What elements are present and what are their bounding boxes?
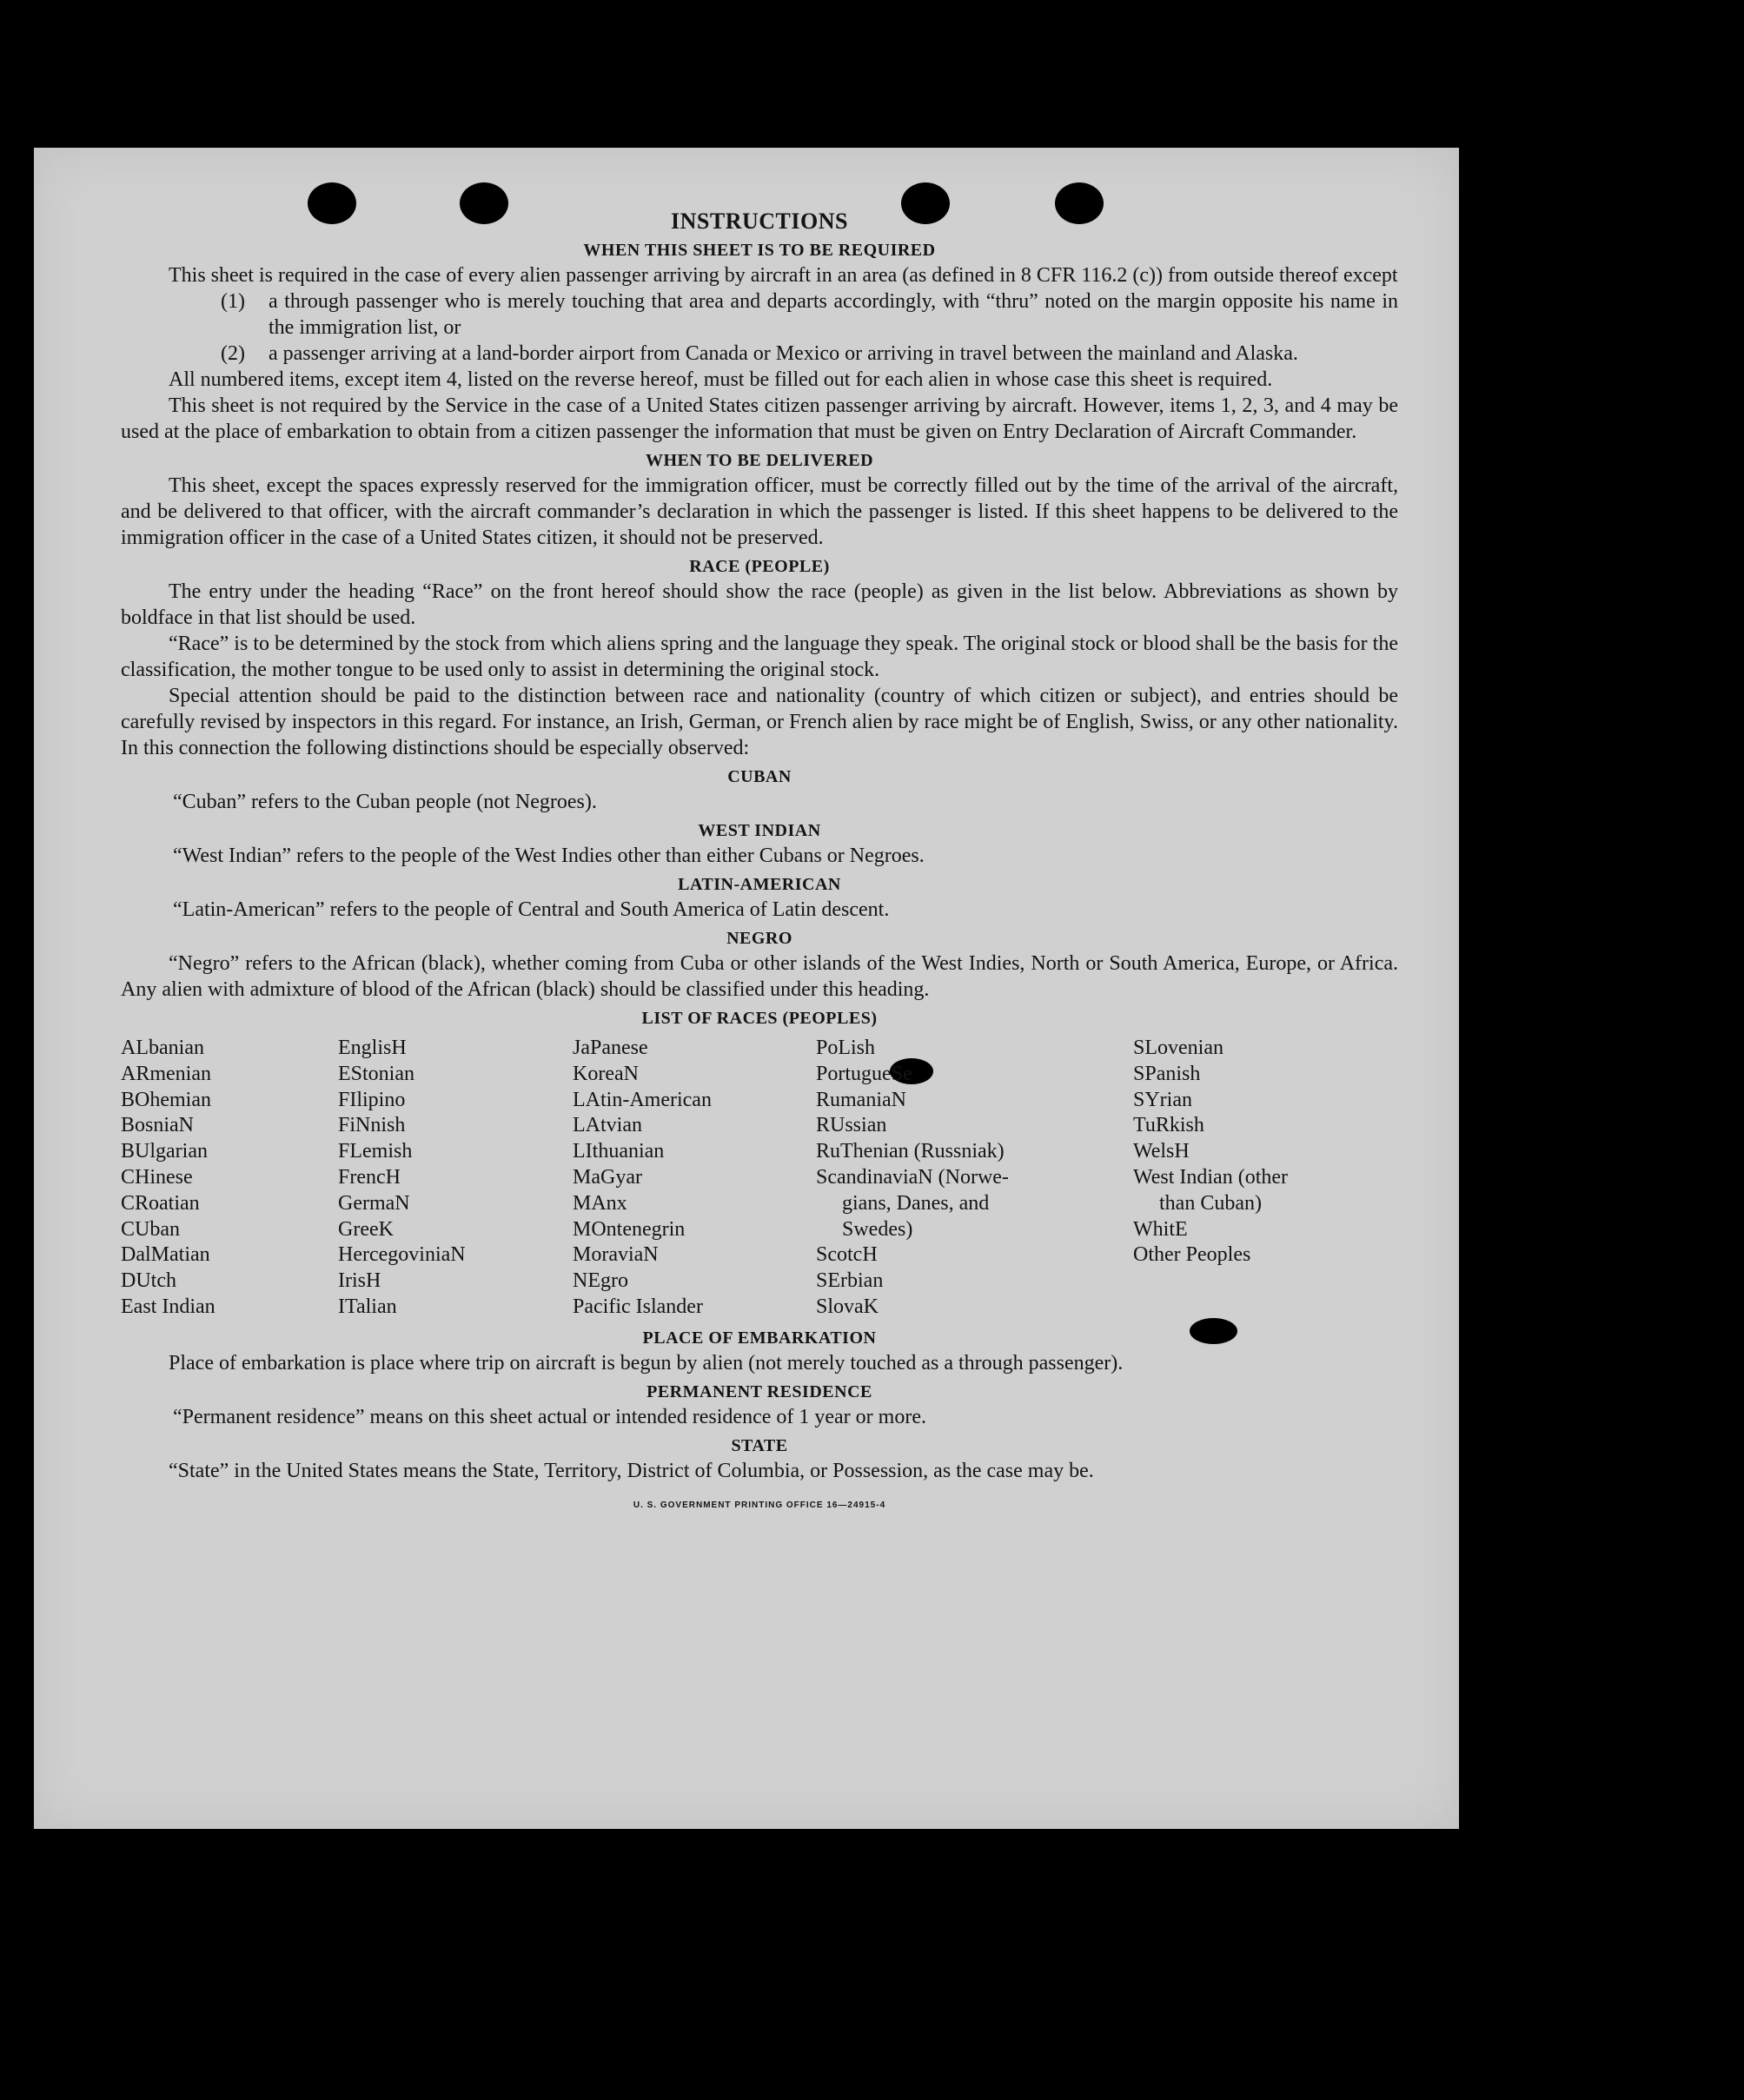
paragraph: This sheet is not required by the Service in the case of a United States citizen passenger arriving by aircraft. However, items 1, 2, 3, and 4 may be used at the place of embarkation to obtain from a citizen passenger the information that must be given on Entry Declaration of Aircraft Commander. [121, 394, 1398, 443]
race-item: MaGyar [573, 1165, 642, 1189]
race-item: GermaN [338, 1191, 410, 1215]
race-item: MOntenegrin [573, 1217, 686, 1241]
race-item: RumaniaN [816, 1088, 906, 1111]
race-item: ITalian [338, 1295, 397, 1318]
race-item: KoreaN [573, 1062, 639, 1085]
printing-office-footer: U. S. GOVERNMENT PRINTING OFFICE 16—24915-4 [633, 1500, 886, 1510]
page-title: INSTRUCTIONS [671, 209, 848, 234]
race-item: EnglisH [338, 1037, 407, 1059]
race-item-continued: gians, Danes, and [842, 1191, 990, 1215]
race-item: ScandinaviaN (Norwe- [816, 1165, 1009, 1189]
race-item: RUssian [816, 1114, 887, 1137]
definition: Place of embarkation is place where trip on aircraft is begun by alien (not merely touched as a through passenger). [169, 1352, 1124, 1375]
definition: “State” in the United States means the State, Territory, District of Columbia, or Possession, as the case may be. [169, 1460, 1094, 1482]
race-item: DUtch [121, 1269, 176, 1293]
race-item: ARmenian [121, 1062, 211, 1085]
race-item: LIthuanian [573, 1140, 665, 1163]
item-number: (2) [221, 342, 245, 365]
race-item-continued: Swedes) [842, 1217, 913, 1241]
race-item: JaPanese [573, 1037, 648, 1059]
race-item: SLovenian [1133, 1037, 1223, 1059]
race-item-continued: than Cuban) [1159, 1191, 1262, 1215]
race-item: Other Peoples [1133, 1243, 1251, 1267]
race-item: PortugueSe [816, 1062, 912, 1085]
item-number: (1) [221, 290, 245, 313]
heading-race: RACE (PEOPLE) [689, 557, 830, 576]
races-column [573, 1036, 712, 1321]
paragraph: Special attention should be paid to the distinction between race and nationality (country of which citizen or subject), and entries should be carefully revised by inspectors in this regard. For instance, an Irish, German, or French alien by race might be of English, Swiss, or any other nationality. In this connection the following distinctions should be especially observed: [121, 685, 1398, 759]
paragraph: All numbered items, except item 4, listed on the reverse hereof, must be filled out for each alien in whose case this sheet is required. [169, 368, 1273, 391]
race-item: LAtin-American [573, 1088, 712, 1111]
race-item: BUlgarian [121, 1140, 208, 1163]
race-item: WhitE [1133, 1217, 1188, 1241]
heading-negro: NEGRO [726, 929, 792, 948]
race-item: Pacific Islander [573, 1295, 703, 1318]
races-column [1133, 1036, 1288, 1269]
numbered-item [121, 288, 1398, 341]
race-item: LAtvian [573, 1114, 642, 1137]
race-item: ScotcH [816, 1243, 878, 1267]
race-item: NEgro [573, 1269, 628, 1293]
race-item: IrisH [338, 1269, 381, 1293]
heading-west-indian: WEST INDIAN [698, 821, 821, 840]
race-item: West Indian (other [1133, 1165, 1289, 1189]
races-column [121, 1036, 216, 1321]
definition: “Permanent residence” means on this sheet actual or intended residence of 1 year or more. [173, 1406, 926, 1428]
races-list [121, 1036, 1398, 1322]
definition: “West Indian” refers to the people of the West Indies other than either Cubans or Negroes. [173, 845, 925, 867]
races-column [816, 1036, 1009, 1321]
numbered-item [121, 341, 1398, 367]
race-item: CUban [121, 1217, 180, 1241]
item-text: a through passenger who is merely touching that area and departs accordingly, with “thru” noted on the margin opposite his name in the immigration list, or [269, 290, 1398, 339]
race-item: FIlipino [338, 1088, 406, 1111]
heading-permanent-residence: PERMANENT RESIDENCE [647, 1382, 872, 1401]
heading-when-delivered: WHEN TO BE DELIVERED [645, 451, 874, 470]
heading-when-required: WHEN THIS SHEET IS TO BE REQUIRED [583, 241, 936, 260]
definition: “Negro” refers to the African (black), whether coming from Cuba or other islands of the West Indies, North or South America, Europe, or Africa. Any alien with admixture of blood of the African (black) should be classified under this heading. [121, 952, 1398, 1001]
paragraph: This sheet, except the spaces expressly reserved for the immigration officer, must be correctly filled out by the time of the arrival of the aircraft, and be delivered to that officer, with the aircraft commander’s declaration in which the passenger is listed. If this sheet happens to be delivered to the immigration officer in the case of a United States citizen, it should not be preserved. [121, 474, 1398, 549]
heading-cuban: CUBAN [727, 767, 792, 786]
paragraph: “Race” is to be determined by the stock from which aliens spring and the language they speak. The original stock or blood shall be the basis for the classification, the mother tongue to be used only to assist in determining the original stock. [121, 633, 1398, 681]
race-item: EStonian [338, 1062, 414, 1085]
race-item: HercegoviniaN [338, 1243, 466, 1267]
race-item: RuThenian (Russniak) [816, 1140, 1005, 1163]
race-item: MAnx [573, 1191, 627, 1215]
paragraph: The entry under the heading “Race” on the front hereof should show the race (people) as given in the list below. Abbreviations as shown by boldface in that list should be used. [121, 580, 1398, 629]
race-item: ALbanian [121, 1037, 204, 1059]
race-item: CHinese [121, 1165, 193, 1189]
race-item: WelsH [1133, 1140, 1190, 1163]
race-item: GreeK [338, 1217, 394, 1241]
form-sheet [34, 148, 1459, 1829]
definition: “Latin-American” refers to the people of Central and South America of Latin descent. [173, 898, 890, 921]
race-item: BOhemian [121, 1088, 211, 1111]
paragraph: This sheet is required in the case of every alien passenger arriving by aircraft in an area (as defined in 8 CFR 116.2 (c)) from outside thereof except [169, 264, 1398, 287]
heading-latin-american: LATIN-AMERICAN [678, 875, 841, 894]
race-item: FiNnish [338, 1114, 406, 1137]
race-item: SYrian [1133, 1088, 1192, 1111]
item-text: a passenger arriving at a land-border airport from Canada or Mexico or arriving in travel between the mainland and Alaska. [269, 342, 1298, 365]
race-item: FLemish [338, 1140, 413, 1163]
race-item: CRoatian [121, 1191, 200, 1215]
heading-state: STATE [731, 1436, 788, 1455]
race-item: DalMatian [121, 1243, 210, 1267]
race-item: SPanish [1133, 1062, 1201, 1085]
heading-list-of-races: LIST OF RACES (PEOPLES) [641, 1009, 878, 1028]
race-item: BosniaN [121, 1114, 194, 1137]
races-column [338, 1036, 466, 1321]
definition: “Cuban” refers to the Cuban people (not Negroes). [173, 791, 597, 813]
race-item: SlovaK [816, 1295, 879, 1318]
heading-embarkation: PLACE OF EMBARKATION [642, 1328, 877, 1348]
instructions-content [121, 209, 1398, 1519]
race-item: East Indian [121, 1295, 216, 1318]
race-item: MoraviaN [573, 1243, 659, 1267]
race-item: TuRkish [1133, 1114, 1204, 1137]
race-item: SErbian [816, 1269, 884, 1293]
race-item: FrencH [338, 1165, 401, 1189]
race-item: PoLish [816, 1037, 876, 1059]
